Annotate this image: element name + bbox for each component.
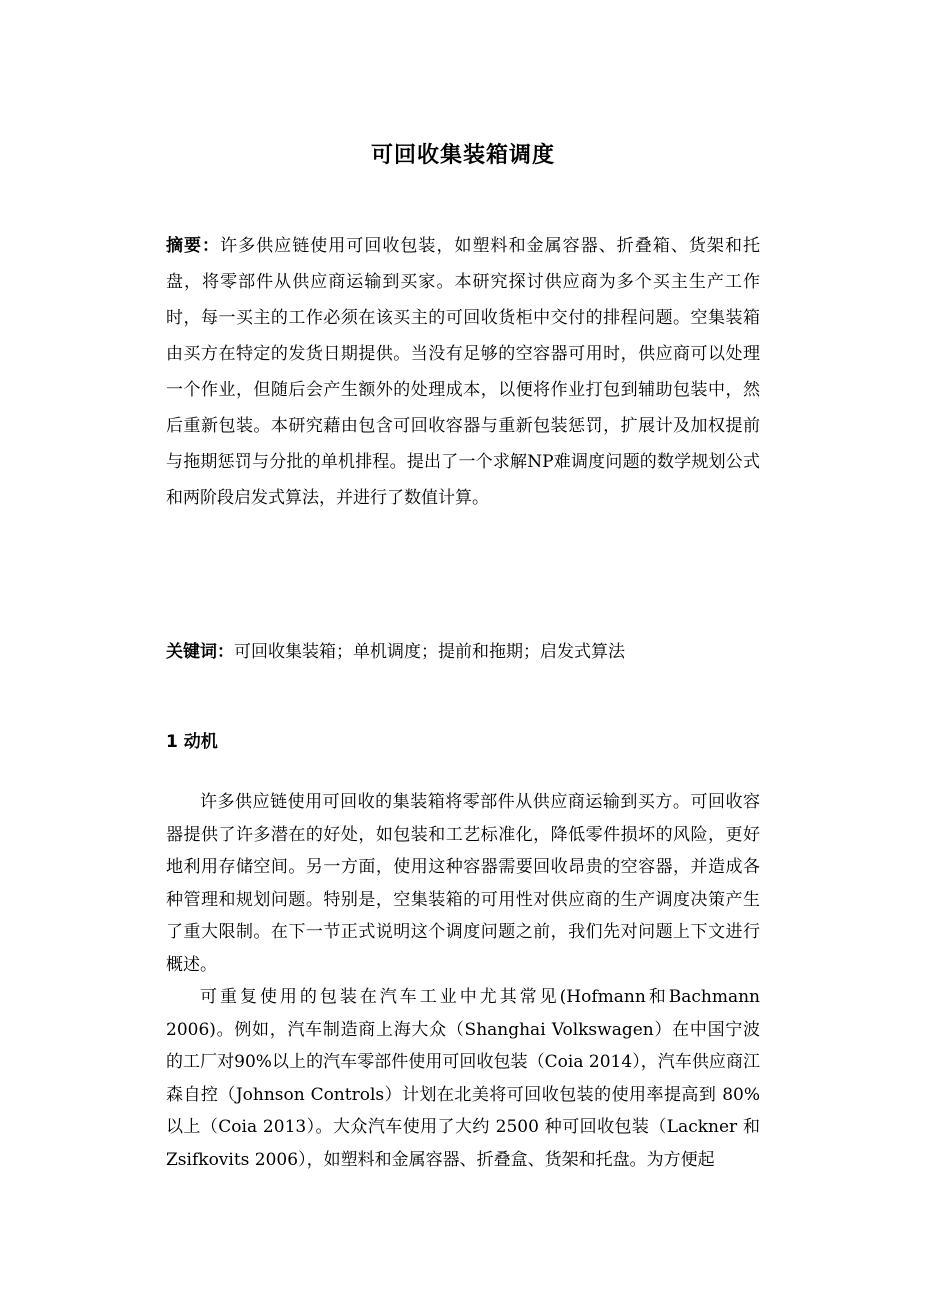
keywords-label: 关键词：	[166, 642, 234, 662]
abstract-label: 摘要：	[166, 236, 221, 256]
document-title: 可回收集装箱调度	[370, 143, 555, 168]
keywords	[166, 634, 760, 670]
section-body	[166, 786, 760, 1176]
abstract-text: 许多供应链使用可回收包装，如塑料和金属容器、折叠箱、货架和托盘，将零部件从供应商运输到买家。本研究探讨供应商为多个买主生产工作时，每一买主的工作必须在该买主的可回收货柜中交付的排程问题。空集装箱由买方在特定的发货日期提供。当没有足够的空容器可用时，供应商可以处理一个作业，但随后会产生额外的处理成本，以便将作业打包到辅助包装中，然后重新包装。本研究藉由包含可回收容器与重新包装惩罚，扩展计及加权提前与拖期惩罚与分批的单机排程。提出了一个求解NP难调度问题的数学规划公式和两阶段启发式算法，并进行了数值计算。	[166, 236, 760, 508]
body-paragraph: 许多供应链使用可回收的集装箱将零部件从供应商运输到买方。可回收容器提供了许多潜在的好处，如包装和工艺标准化，降低零件损坏的风险，更好地利用存储空间。另一方面，使用这种容器需要回收昂贵的空容器，并造成各种管理和规划问题。特别是，空集装箱的可用性对供应商的生产调度决策产生了重大限制。在下一节正式说明这个调度问题之前，我们先对问题上下文进行概述。	[166, 792, 760, 975]
section-heading: 1 动机	[166, 732, 218, 752]
keywords-text: 可回收集装箱；单机调度；提前和拖期；启发式算法	[234, 642, 625, 662]
body-paragraph: 可重复使用的包装在汽车工业中尤其常见(Hofmann和Bachmann 2006)。例如，汽车制造商上海大众（Shanghai Volkswagen）在中国宁波的工厂对90%以上的汽车零部件使用可回收包装（Coia 2014），汽车供应商江森自控（Johnson Controls）计划在北美将可回收包装的使用率提高到 80%以上（Coia 2013）。大众汽车使用了大约 2500 种可回收包装（Lackner 和Zsifkovits 2006），如塑料和金属容器、折叠盒、货架和托盘。为方便起	[166, 987, 760, 1170]
abstract	[166, 228, 760, 516]
